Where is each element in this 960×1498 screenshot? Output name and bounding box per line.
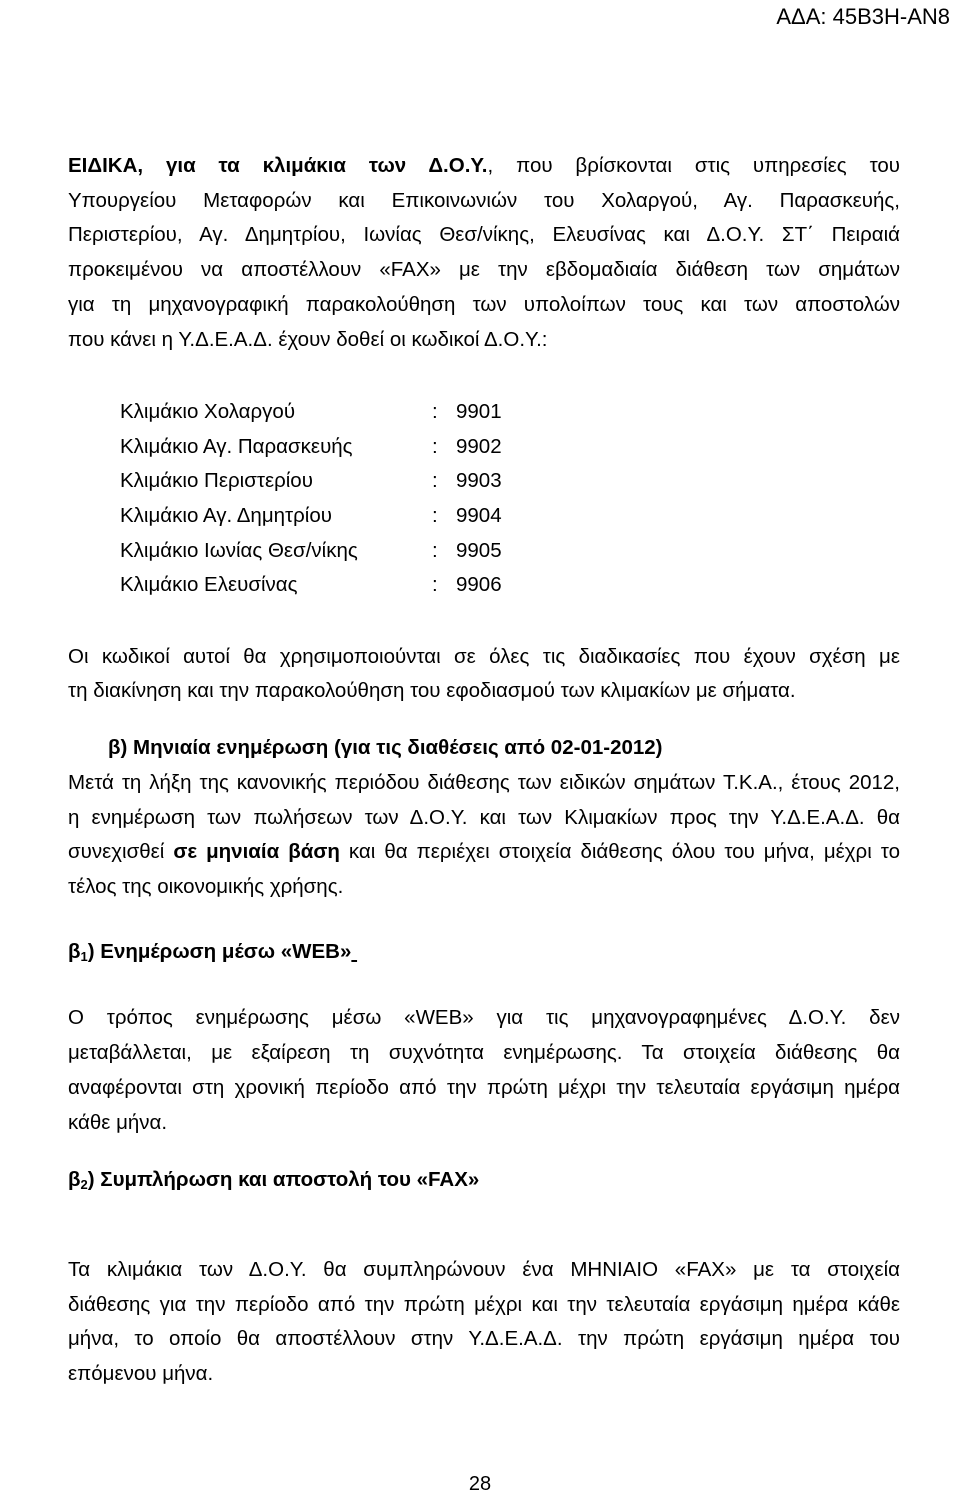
section-b1-line: αναφέρονται στη χρονική περίοδο από την πρώτη μέχρι την τελευταία εργάσιμη ημέρα [68,1075,900,1099]
section-beta-line: η ενημέρωση των πωλήσεων των Δ.Ο.Υ. και των Κλιμακίων προς την Υ.Δ.Ε.Α.Δ. θα [68,805,900,829]
b2-prefix: β [68,1168,81,1192]
branch-name: Κλιμάκιο Αγ. Παρασκευής [120,434,353,458]
intro-paragraph [68,149,900,357]
b1-prefix: β [68,939,81,963]
branch-code-row [120,534,900,569]
section-beta-line: Μετά τη λήξη της κανονικής περιόδου διάθεσης των ειδικών σημάτων Τ.Κ.Α., έτους 2012, [68,770,900,794]
document-reference-code: ΑΔΑ: 45Β3Η-ΑΝ8 [776,4,950,29]
page-number: 28 [468,1473,492,1495]
branch-code-row [120,395,900,430]
branch-code: 9901 [456,400,502,424]
branch-code: 9903 [456,469,502,493]
section-b1-line: μεταβάλλεται, με εξαίρεση τη συχνότητα ενημέρωσης. Τα στοιχεία διάθεσης θα [68,1041,900,1065]
section-b2-line: διάθεσης για την περίοδο από την πρώτη μέχρι και την τελευταία εργάσιμη ημέρα κάθε [68,1292,900,1316]
branch-code-row [120,568,900,603]
intro-line: που κάνει η Υ.Δ.Ε.Α.Δ. έχουν δοθεί οι κωδικοί Δ.Ο.Υ.: [68,327,548,351]
document-body [68,149,900,1392]
intro-lead-bold: ΕΙΔΙΚΑ, για τα κλιμάκια των Δ.Ο.Υ. [68,154,488,177]
section-beta-heading: β) Μηνιαία ενημέρωση (για τις διαθέσεις από 02-01-2012) [108,736,663,760]
section-beta-line: τέλος της οικονομικής χρήσης. [68,875,344,898]
branch-name: Κλιμάκιο Ελευσίνας [120,573,298,597]
b2-subscript: 2 [80,1177,88,1193]
branch-name: Κλιμάκιο Ιωνίας Θεσ/νίκης [120,538,358,562]
section-b1-line: κάθε μήνα. [68,1110,168,1134]
b1-heading-trail [351,940,357,963]
branch-name: Κλιμάκιο Περιστερίου [120,469,313,493]
section-beta-line [68,835,900,870]
intro-line: Περιστερίου, Αγ. Δημητρίου, Ιωνίας Θεσ/νίκης, Ελευσίνας και Δ.Ο.Υ. ΣΤ΄ Πειραιά [68,223,900,247]
intro-line: προκειμένου να αποστέλλουν «FAX» με την εβδομαδιαία διάθεση των σημάτων [68,258,900,282]
b2-heading-text: ) Συμπλήρωση και αποστολή του «FAX» [87,1168,480,1192]
code-separator: : [432,573,438,597]
section-b1-heading [68,935,900,975]
beta-line3-bold: σε μηνιαία βάση [173,840,340,864]
section-b2-line: Τα κλιμάκια των Δ.Ο.Υ. θα συμπληρώνουν ένα ΜΗΝΙΑΙΟ «FAX» με τα στοιχεία [68,1257,900,1281]
section-b2-heading [68,1163,900,1203]
section-b2-line: επόμενου μήνα. [68,1362,214,1386]
code-separator: : [432,504,438,527]
branch-code: 9902 [456,434,502,458]
branch-code-row [120,464,900,499]
usage-note-line: Οι κωδικοί αυτοί θα χρησιμοποιούνται σε όλες τις διαδικασίες που έχουν σχέση με [68,644,900,668]
beta-line3-post: και θα περιέχει στοιχεία διάθεσης όλου του μήνα, μέχρι το [339,840,900,864]
usage-note-line: τη διακίνηση και την παρακολούθηση του εφοδιασμού των κλιμακίων με σήματα. [68,679,796,703]
branch-name: Κλιμάκιο Χολαργού [120,400,296,424]
usage-note-paragraph [68,640,900,709]
section-beta-paragraph [68,766,900,905]
code-separator: : [432,538,438,562]
section-b2-paragraph [68,1253,900,1392]
branch-codes-list [120,395,900,603]
code-separator: : [432,434,438,458]
code-separator: : [432,469,438,493]
branch-code: 9906 [456,573,502,597]
intro-line-rest: , που βρίσκονται στις υπηρεσίες του [487,154,900,177]
branch-code: 9904 [456,504,502,527]
b1-heading-text: ) Ενημέρωση μέσω «WEB» [87,939,352,963]
intro-line [68,149,900,184]
intro-line: Υπουργείου Μεταφορών και Επικοινωνιών του Χολαργού, Αγ. Παρασκευής, [68,188,900,212]
section-b1-line: Ο τρόπος ενημέρωσης μέσω «WEB» για τις μηχανογραφημένες Δ.Ο.Υ. δεν [68,1006,900,1030]
b1-subscript: 1 [80,948,88,964]
branch-code-row [120,499,900,534]
branch-name: Κλιμάκιο Αγ. Δημητρίου [120,504,332,527]
branch-code-row [120,430,900,465]
intro-line: για τη μηχανογραφική παρακολούθηση των υπολοίπων τους και των αποστολών [68,292,900,316]
section-b2-line: μήνα, το οποίο θα αποστέλλουν στην Υ.Δ.Ε.Α.Δ. την πρώτη εργάσιμη ημέρα του [68,1327,900,1351]
code-separator: : [432,400,438,424]
section-b1-paragraph [68,1001,900,1140]
branch-code: 9905 [456,538,502,562]
beta-line3-pre: συνεχισθεί [68,840,174,864]
